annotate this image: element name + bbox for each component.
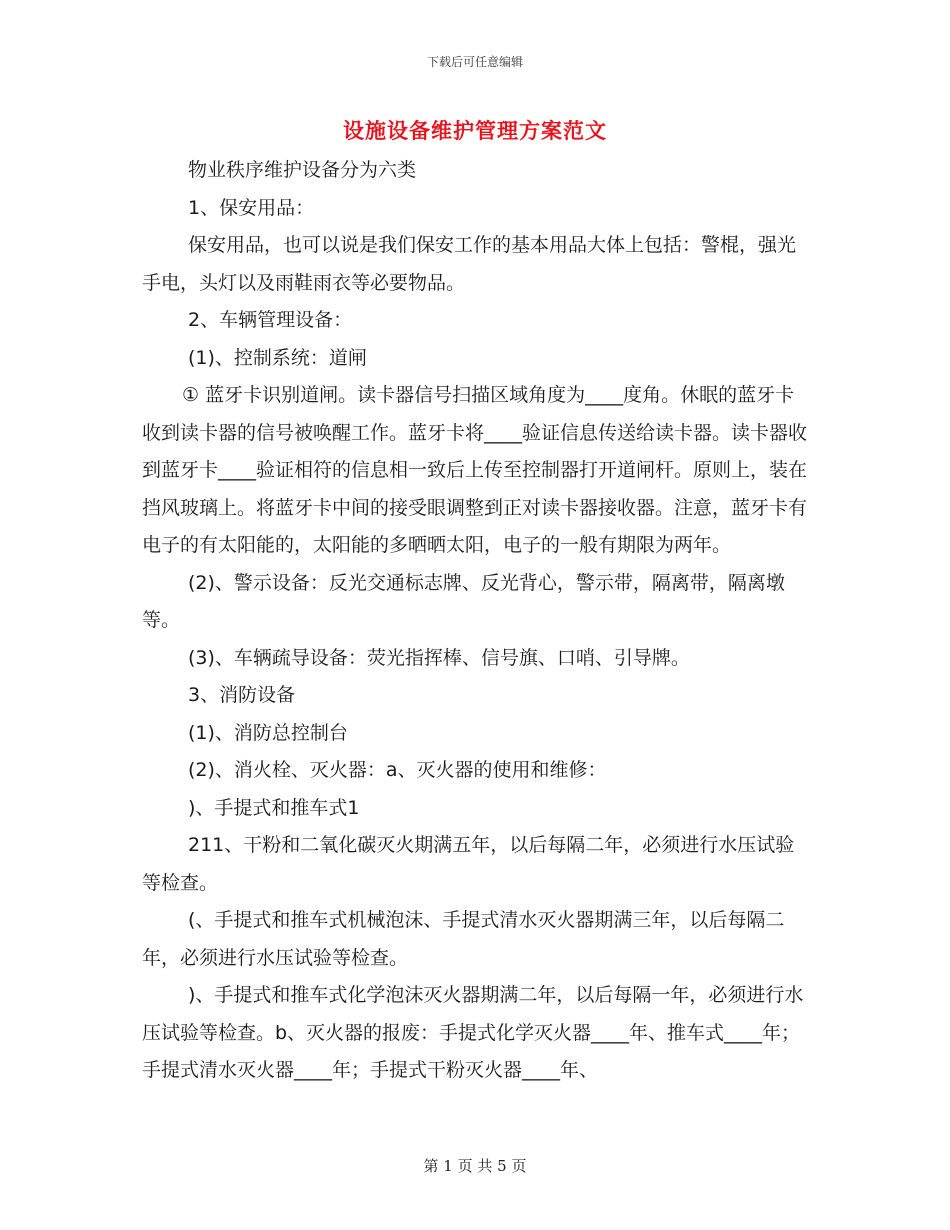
paragraph: ① 蓝牙卡识别道闸。读卡器信号扫描区域角度为____度角。休眠的蓝牙卡收到读卡器的信号被唤醒工作。蓝牙卡将____验证信息传送给读卡器。读卡器收到蓝牙卡____验证相符的信息相一致后上传至控制器打开道闸杆。原则上，装在挡风玻璃上。将蓝牙卡中间的接受眼调整到正对读卡器接收器。注意，蓝牙卡有电子的有太阳能的，太阳能的多晒晒太阳，电子的一般有期限为两年。 xyxy=(142,384,808,556)
paragraph: (2)、警示设备：反光交通标志牌、反光背心，警示带，隔离带，隔离墩等。 xyxy=(142,571,785,631)
paragraph: (3)、车辆疏导设备：荧光指挥棒、信号旗、口哨、引导牌。 xyxy=(188,646,690,669)
section-heading: 3、消防设备 xyxy=(188,684,296,706)
paragraph: )、手提式和推车式1 xyxy=(188,796,360,819)
paragraph: )、手提式和推车式化学泡沫灭火器期满二年，以后每隔一年，必须进行水压试验等检查。b、灭火器的报废：手提式化学灭火器____年、推车式____年；手提式清水灭火器____年；手提式干粉灭火器____年、 xyxy=(142,984,804,1081)
document-body xyxy=(142,152,807,1090)
subsection-heading: (1)、控制系统：道闸 xyxy=(188,346,367,369)
paragraph: 物业秩序维护设备分为六类 xyxy=(188,159,417,181)
section-heading: 2、车辆管理设备： xyxy=(188,309,353,331)
paragraph: 211、干粉和二氧化碳灭火期满五年，以后每隔二年，必须进行水压试验等检查。 xyxy=(142,834,795,894)
paragraph: (、手提式和推车式机械泡沫、手提式清水灭火器期满三年，以后每隔二年，必须进行水压试验等检查。 xyxy=(142,909,785,969)
section-heading: 1、保安用品： xyxy=(188,196,315,219)
page-footer: 第 1 页 共 5 页 xyxy=(423,1157,527,1175)
paragraph: 保安用品，也可以说是我们保安工作的基本用品大体上包括：警棍，强光手电，头灯以及雨鞋雨衣等必要物品。 xyxy=(142,234,797,294)
page-header: 下载后可任意编辑 xyxy=(426,55,523,69)
subsection-heading: (1)、消防总控制台 xyxy=(188,721,348,744)
document-title: 设施设备维护管理方案范文 xyxy=(343,119,607,143)
paragraph: (2)、消火栓、灭火器：a、灭火器的使用和维修： xyxy=(188,759,607,781)
